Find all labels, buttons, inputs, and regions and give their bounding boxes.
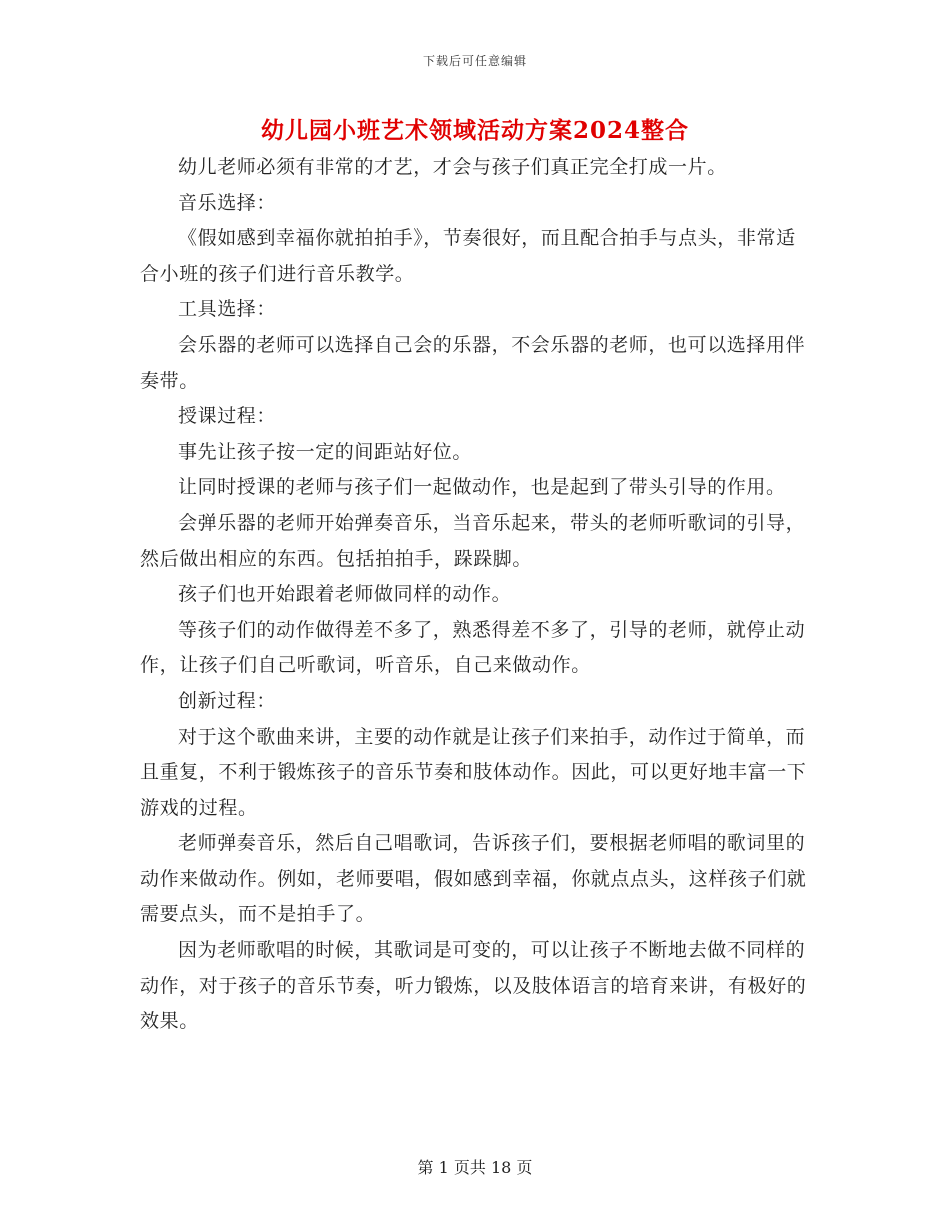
section-heading-innovation: 创新过程：	[178, 689, 277, 712]
page-header-note: 下载后可任意编辑	[422, 54, 527, 68]
section-heading-tools: 工具选择：	[178, 298, 277, 321]
paragraph-14: 老师弹奏音乐，然后自己唱歌词，告诉孩子们，要根据老师唱的歌词里的动作来做动作。例如，老师要唱，假如感到幸福，你就点点头，这样孩子们就需要点头，而不是拍手了。	[140, 832, 807, 926]
paragraph-15: 因为老师歌唱的时候，其歌词是可变的，可以让孩子不断地去做不同样的动作，对于孩子的音乐节奏，听力锻炼，以及肢体语言的培育来讲，有极好的效果。	[140, 939, 807, 1033]
section-heading-music: 音乐选择：	[178, 191, 277, 214]
paragraph-13: 对于这个歌曲来讲，主要的动作就是让孩子们来拍手，动作过于简单，而且重复，不利于锻炼孩子的音乐节奏和肢体动作。因此，可以更好地丰富一下游戏的过程。	[140, 725, 807, 819]
document-body	[140, 150, 810, 1040]
paragraph-5: 会乐器的老师可以选择自己会的乐器，不会乐器的老师，也可以选择用伴奏带。	[140, 333, 806, 392]
section-heading-process: 授课过程：	[178, 405, 277, 428]
document-title: 幼儿园小班艺术领域活动方案2024整合	[260, 117, 689, 144]
paragraph-8: 让同时授课的老师与孩子们一起做动作，也是起到了带头引导的作用。	[178, 476, 786, 499]
paragraph-7: 事先让孩子按一定的间距站好位。	[178, 440, 473, 463]
paragraph-3: 《假如感到幸福你就拍拍手》，节奏很好，而且配合拍手与点头，非常适合小班的孩子们进行音乐教学。	[140, 227, 796, 285]
page-number: 第 1 页共 18 页	[417, 1158, 533, 1177]
paragraph-10: 孩子们也开始跟着老师做同样的动作。	[178, 583, 512, 606]
paragraph-9: 会弹乐器的老师开始弹奏音乐，当音乐起来，带头的老师听歌词的引导，然后做出相应的东西。包括拍拍手，跺跺脚。	[140, 511, 806, 570]
paragraph-1: 幼儿老师必须有非常的才艺，才会与孩子们真正完全打成一片。	[178, 156, 727, 178]
paragraph-11: 等孩子们的动作做得差不多了，熟悉得差不多了，引导的老师，就停止动作，让孩子们自己听歌词，听音乐，自己来做动作。	[140, 618, 806, 677]
